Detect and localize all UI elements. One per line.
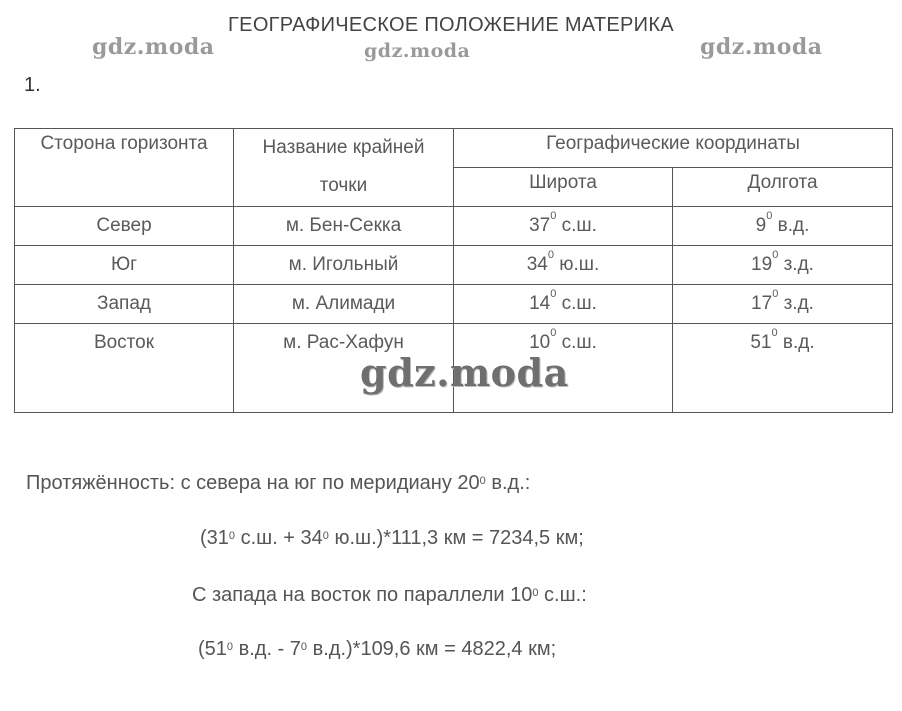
cell-point: м. Игольный	[234, 246, 454, 285]
cell-point: м. Бен-Секка	[234, 207, 454, 246]
extent-north-south-label: Протяжённость: с севера на юг по меридиану $20^0$ в.д.:	[26, 472, 531, 494]
cell-latitude: $37^0$ с.ш.	[454, 207, 673, 246]
table-row	[15, 246, 893, 285]
cell-longitude: $19^0$ з.д.	[673, 246, 893, 285]
cell-side: Север	[15, 207, 234, 246]
cell-side: Запад	[15, 285, 234, 324]
page-title: ГЕОГРАФИЧЕСКОЕ ПОЛОЖЕНИЕ МАТЕРИКА	[228, 14, 674, 36]
cell-longitude: $17^0$ з.д.	[673, 285, 893, 324]
cell-point: м. Алимади	[234, 285, 454, 324]
task-number: 1.	[24, 74, 41, 96]
watermark-logo: gdz.moda	[364, 40, 471, 62]
cell-side: Восток	[15, 324, 234, 413]
extent-west-east-formula: ($51^0$ в.д. - $7^0$ в.д.)*109,6 км = 4822,4 км;	[198, 638, 557, 660]
table-row	[15, 207, 893, 246]
header-longitude: Долгота	[673, 168, 893, 207]
cell-latitude: $34^0$ ю.ш.	[454, 246, 673, 285]
extent-west-east-label: С запада на восток по параллели $10^0$ с.ш.:	[192, 584, 587, 606]
watermark-logo: gdz.moda	[360, 350, 569, 395]
header-latitude: Широта	[454, 168, 673, 207]
header-side: Сторона горизонта	[15, 129, 234, 207]
header-coordinates: Географические координаты	[454, 129, 893, 168]
cell-longitude: $51^0$ в.д.	[673, 324, 893, 413]
cell-latitude: $10^0$ с.ш.	[454, 324, 673, 413]
cell-longitude: $9^0$ в.д.	[673, 207, 893, 246]
header-point: Название крайней точки	[234, 129, 454, 207]
table-row	[15, 285, 893, 324]
watermark-logo: gdz.moda	[92, 34, 215, 60]
cell-side: Юг	[15, 246, 234, 285]
extent-north-south-formula: ($31^0$ с.ш. + $34^0$ ю.ш.)*111,3 км = 7234,5 км;	[200, 527, 584, 549]
cell-latitude: $14^0$ с.ш.	[454, 285, 673, 324]
watermark-logo: gdz.moda	[700, 34, 823, 60]
cell-point: м. Рас-Хафун	[234, 324, 454, 413]
